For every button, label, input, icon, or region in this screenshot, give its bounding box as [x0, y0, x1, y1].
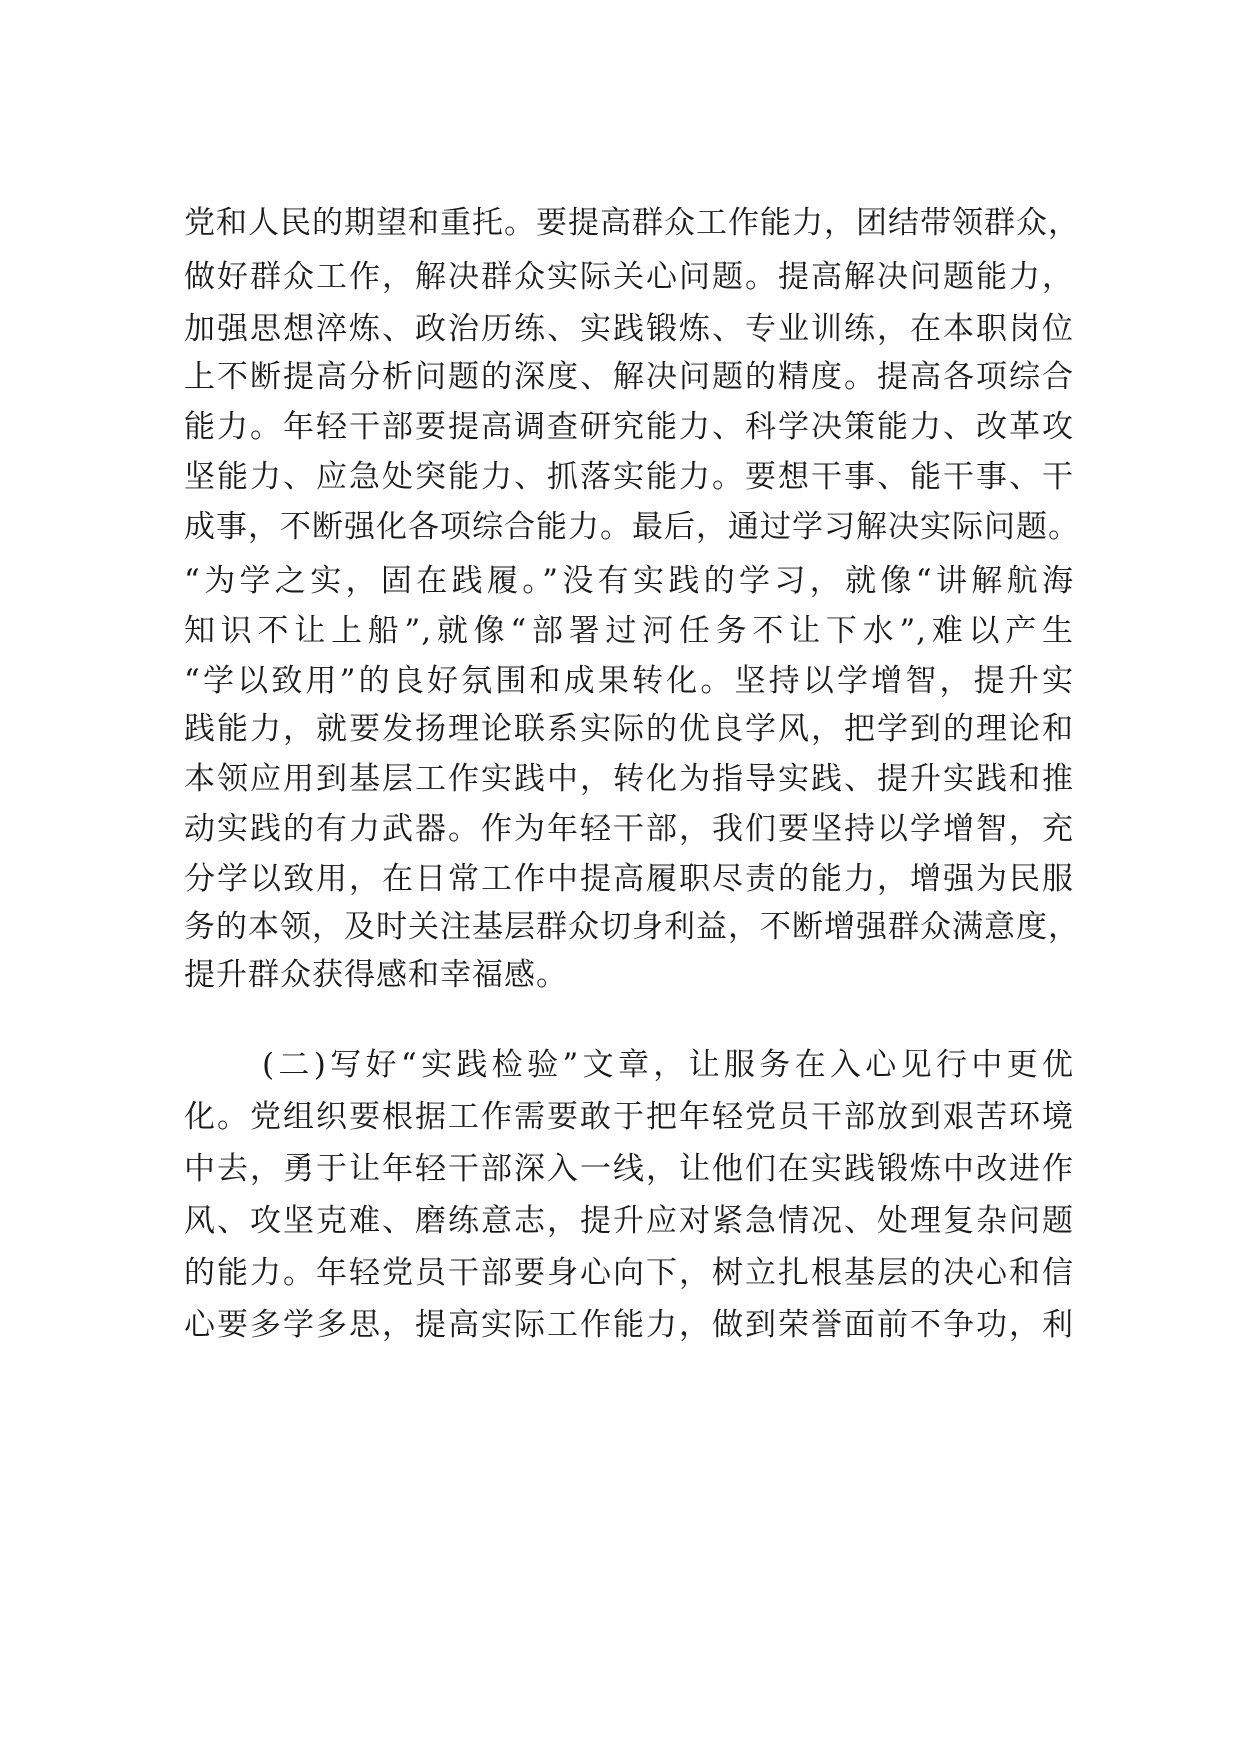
text-line: 中去，勇于让年轻干部深入一线，让他们在实践锻炼中改进作: [184, 1151, 1074, 1187]
text-line: 上不断提高分析问题的深度、解决问题的精度。提高各项综合: [184, 359, 1074, 395]
text-line: 心要多学多思，提高实际工作能力，做到荣誉面前不争功，利: [184, 1307, 1074, 1343]
text-line: 的能力。年轻党员干部要身心向下，树立扎根基层的决心和信: [184, 1255, 1074, 1291]
text-line: 成事，不断强化各项综合能力。最后，通过学习解决实际问题。: [184, 509, 1080, 545]
section-heading-line: (二)写好“实践检验”文章，让服务在入心见行中更优: [262, 1047, 1074, 1083]
text-line: 做好群众工作，解决群众实际关心问题。提高解决问题能力，: [184, 259, 1074, 295]
text-line: 务的本领，及时关注基层群众切身利益，不断增强群众满意度，: [184, 909, 1080, 945]
text-line: 本领应用到基层工作实践中，转化为指导实践、提升实践和推: [184, 761, 1074, 797]
text-line: 动实践的有力武器。作为年轻干部，我们要坚持以学增智，充: [184, 811, 1074, 847]
text-line: 提升群众获得感和幸福感。: [184, 957, 568, 993]
text-line: 践能力，就要发扬理论联系实际的优良学风，把学到的理论和: [184, 711, 1074, 747]
text-line: 党和人民的期望和重托。要提高群众工作能力，团结带领群众，: [184, 205, 1080, 241]
text-line: 坚能力、应急处突能力、抓落实能力。要想干事、能干事、干: [184, 459, 1074, 495]
text-line: 分学以致用，在日常工作中提高履职尽责的能力，增强为民服: [184, 861, 1074, 897]
text-line: 能力。年轻干部要提高调查研究能力、科学决策能力、改革攻: [184, 409, 1074, 445]
text-line: 风、攻坚克难、磨练意志，提升应对紧急情况、处理复杂问题: [184, 1203, 1074, 1239]
text-line: “学以致用”的良好氛围和成果转化。坚持以学增智，提升实: [184, 663, 1074, 699]
text-line: 化。党组织要根据工作需要敢于把年轻党员干部放到艰苦环境: [184, 1099, 1074, 1135]
text-line: 知识不让上船”,就像“部署过河任务不让下水”,难以产生: [184, 613, 1074, 649]
text-line: “为学之实，固在践履。”没有实践的学习，就像“讲解航海: [184, 563, 1074, 599]
text-line: 加强思想淬炼、政治历练、实践锻炼、专业训练，在本职岗位: [184, 311, 1074, 347]
